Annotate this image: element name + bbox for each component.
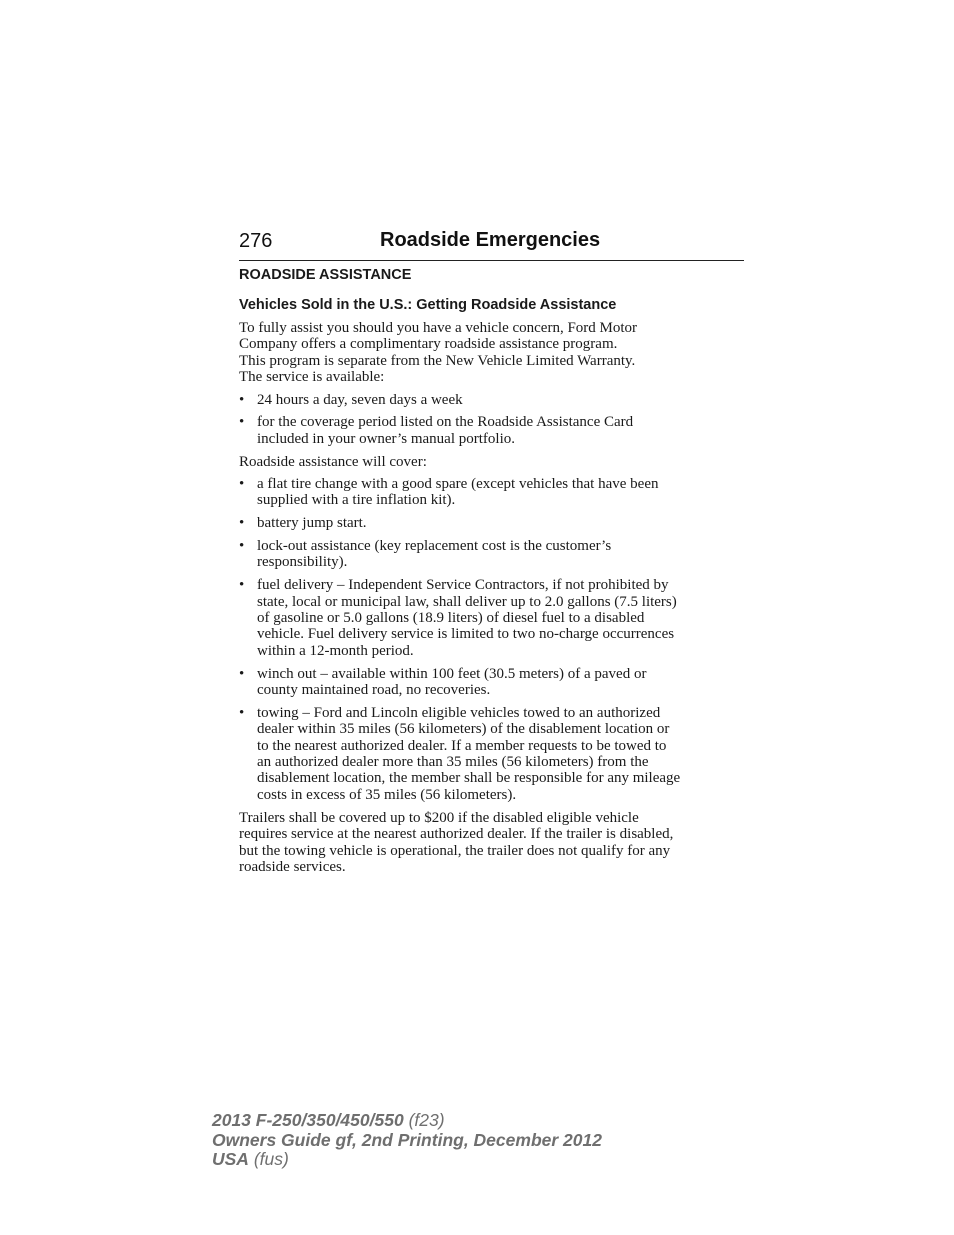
text-line: 24 hours a day, seven days a week	[257, 391, 463, 408]
list-item	[239, 476, 749, 509]
text-line: state, local or municipal law, shall deliver up to 2.0 gallons (7.5 liters)	[257, 593, 677, 610]
page-header	[239, 228, 744, 261]
footer-region-line	[212, 1150, 602, 1170]
bullet-icon: •	[239, 538, 245, 555]
section-heading: ROADSIDE ASSISTANCE	[239, 267, 412, 283]
list-item	[239, 414, 749, 447]
text-line: requires service at the nearest authorized dealer. If the trailer is disabled,	[239, 826, 674, 843]
text-line: costs in excess of 35 miles (56 kilometers).	[257, 786, 517, 803]
text-line: To fully assist you should you have a vehicle concern, Ford Motor	[239, 320, 638, 336]
text-line: a flat tire change with a good spare (except vehicles that have been	[257, 476, 659, 493]
subsection-heading: Vehicles Sold in the U.S.: Getting Roadside Assistance	[239, 297, 617, 313]
text-line: disablement location, the member shall be responsible for any mileage	[257, 770, 681, 787]
bullet-icon: •	[239, 515, 245, 532]
footer-model: 2013 F-250/350/450/550	[212, 1110, 404, 1130]
list-item	[239, 577, 749, 659]
footer-model-code: (f23)	[403, 1110, 445, 1130]
text-line: to the nearest authorized dealer. If a member requests to be towed to	[257, 737, 667, 754]
page-content	[239, 266, 749, 881]
text-line: battery jump start.	[257, 515, 367, 532]
footer-region: USA	[212, 1149, 249, 1169]
text-line: responsibility).	[257, 554, 348, 571]
bullet-icon: •	[239, 665, 245, 682]
text-line: an authorized dealer more than 35 miles (56 kilometers) from the	[257, 754, 649, 771]
intro-paragraph	[239, 320, 749, 386]
text-line: roadside services.	[239, 858, 346, 875]
trailer-paragraph	[239, 810, 749, 876]
text-line: supplied with a tire inflation kit).	[257, 492, 456, 509]
text-line: within a 12-month period.	[257, 642, 414, 659]
text-line: for the coverage period listed on the Roadside Assistance Card	[257, 414, 634, 431]
text-line: dealer within 35 miles (56 kilometers) of the disablement location or	[257, 721, 670, 738]
footer-guide-line	[212, 1131, 602, 1151]
page-footer	[212, 1111, 602, 1170]
text-line: winch out – available within 100 feet (30.5 meters) of a paved or	[257, 665, 647, 682]
list-item	[239, 666, 749, 699]
text-line: Trailers shall be covered up to $200 if the disabled eligible vehicle	[239, 809, 639, 826]
text-line: fuel delivery – Independent Service Contractors, if not prohibited by	[257, 577, 669, 594]
coverage-list	[239, 476, 749, 803]
bullet-icon: •	[239, 414, 245, 431]
list-item	[239, 392, 749, 408]
text-line: of gasoline or 5.0 gallons (18.9 liters) of diesel fuel to a disabled	[257, 610, 645, 627]
coverage-intro: Roadside assistance will cover:	[239, 453, 427, 470]
text-line: vehicle. Fuel delivery service is limited to two no-charge occurrences	[257, 626, 675, 643]
bullet-icon: •	[239, 476, 245, 493]
text-line: but the towing vehicle is operational, the trailer does not qualify for any	[239, 842, 671, 859]
chapter-title: Roadside Emergencies	[380, 229, 601, 251]
footer-guide: Owners Guide gf, 2nd Printing, December 2012	[212, 1129, 602, 1150]
page-number: 276	[239, 230, 273, 252]
text-line: towing – Ford and Lincoln eligible vehicles towed to an authorized	[257, 704, 661, 721]
text-line: This program is separate from the New Vehicle Limited Warranty.	[239, 352, 636, 369]
text-line: lock-out assistance (key replacement cost is the customer’s	[257, 538, 612, 555]
text-line: Company offers a complimentary roadside assistance program.	[239, 336, 618, 353]
text-line: The service is available:	[239, 369, 385, 386]
text-line: county maintained road, no recoveries.	[257, 682, 491, 699]
list-item	[239, 515, 749, 531]
text-line: included in your owner’s manual portfolio.	[257, 430, 516, 447]
bullet-icon: •	[239, 704, 245, 721]
footer-model-line	[212, 1111, 602, 1131]
bullet-icon: •	[239, 577, 245, 594]
list-item	[239, 538, 749, 571]
availability-list	[239, 392, 749, 448]
footer-region-code: (fus)	[248, 1149, 289, 1169]
bullet-icon: •	[239, 391, 245, 408]
list-item	[239, 705, 749, 803]
